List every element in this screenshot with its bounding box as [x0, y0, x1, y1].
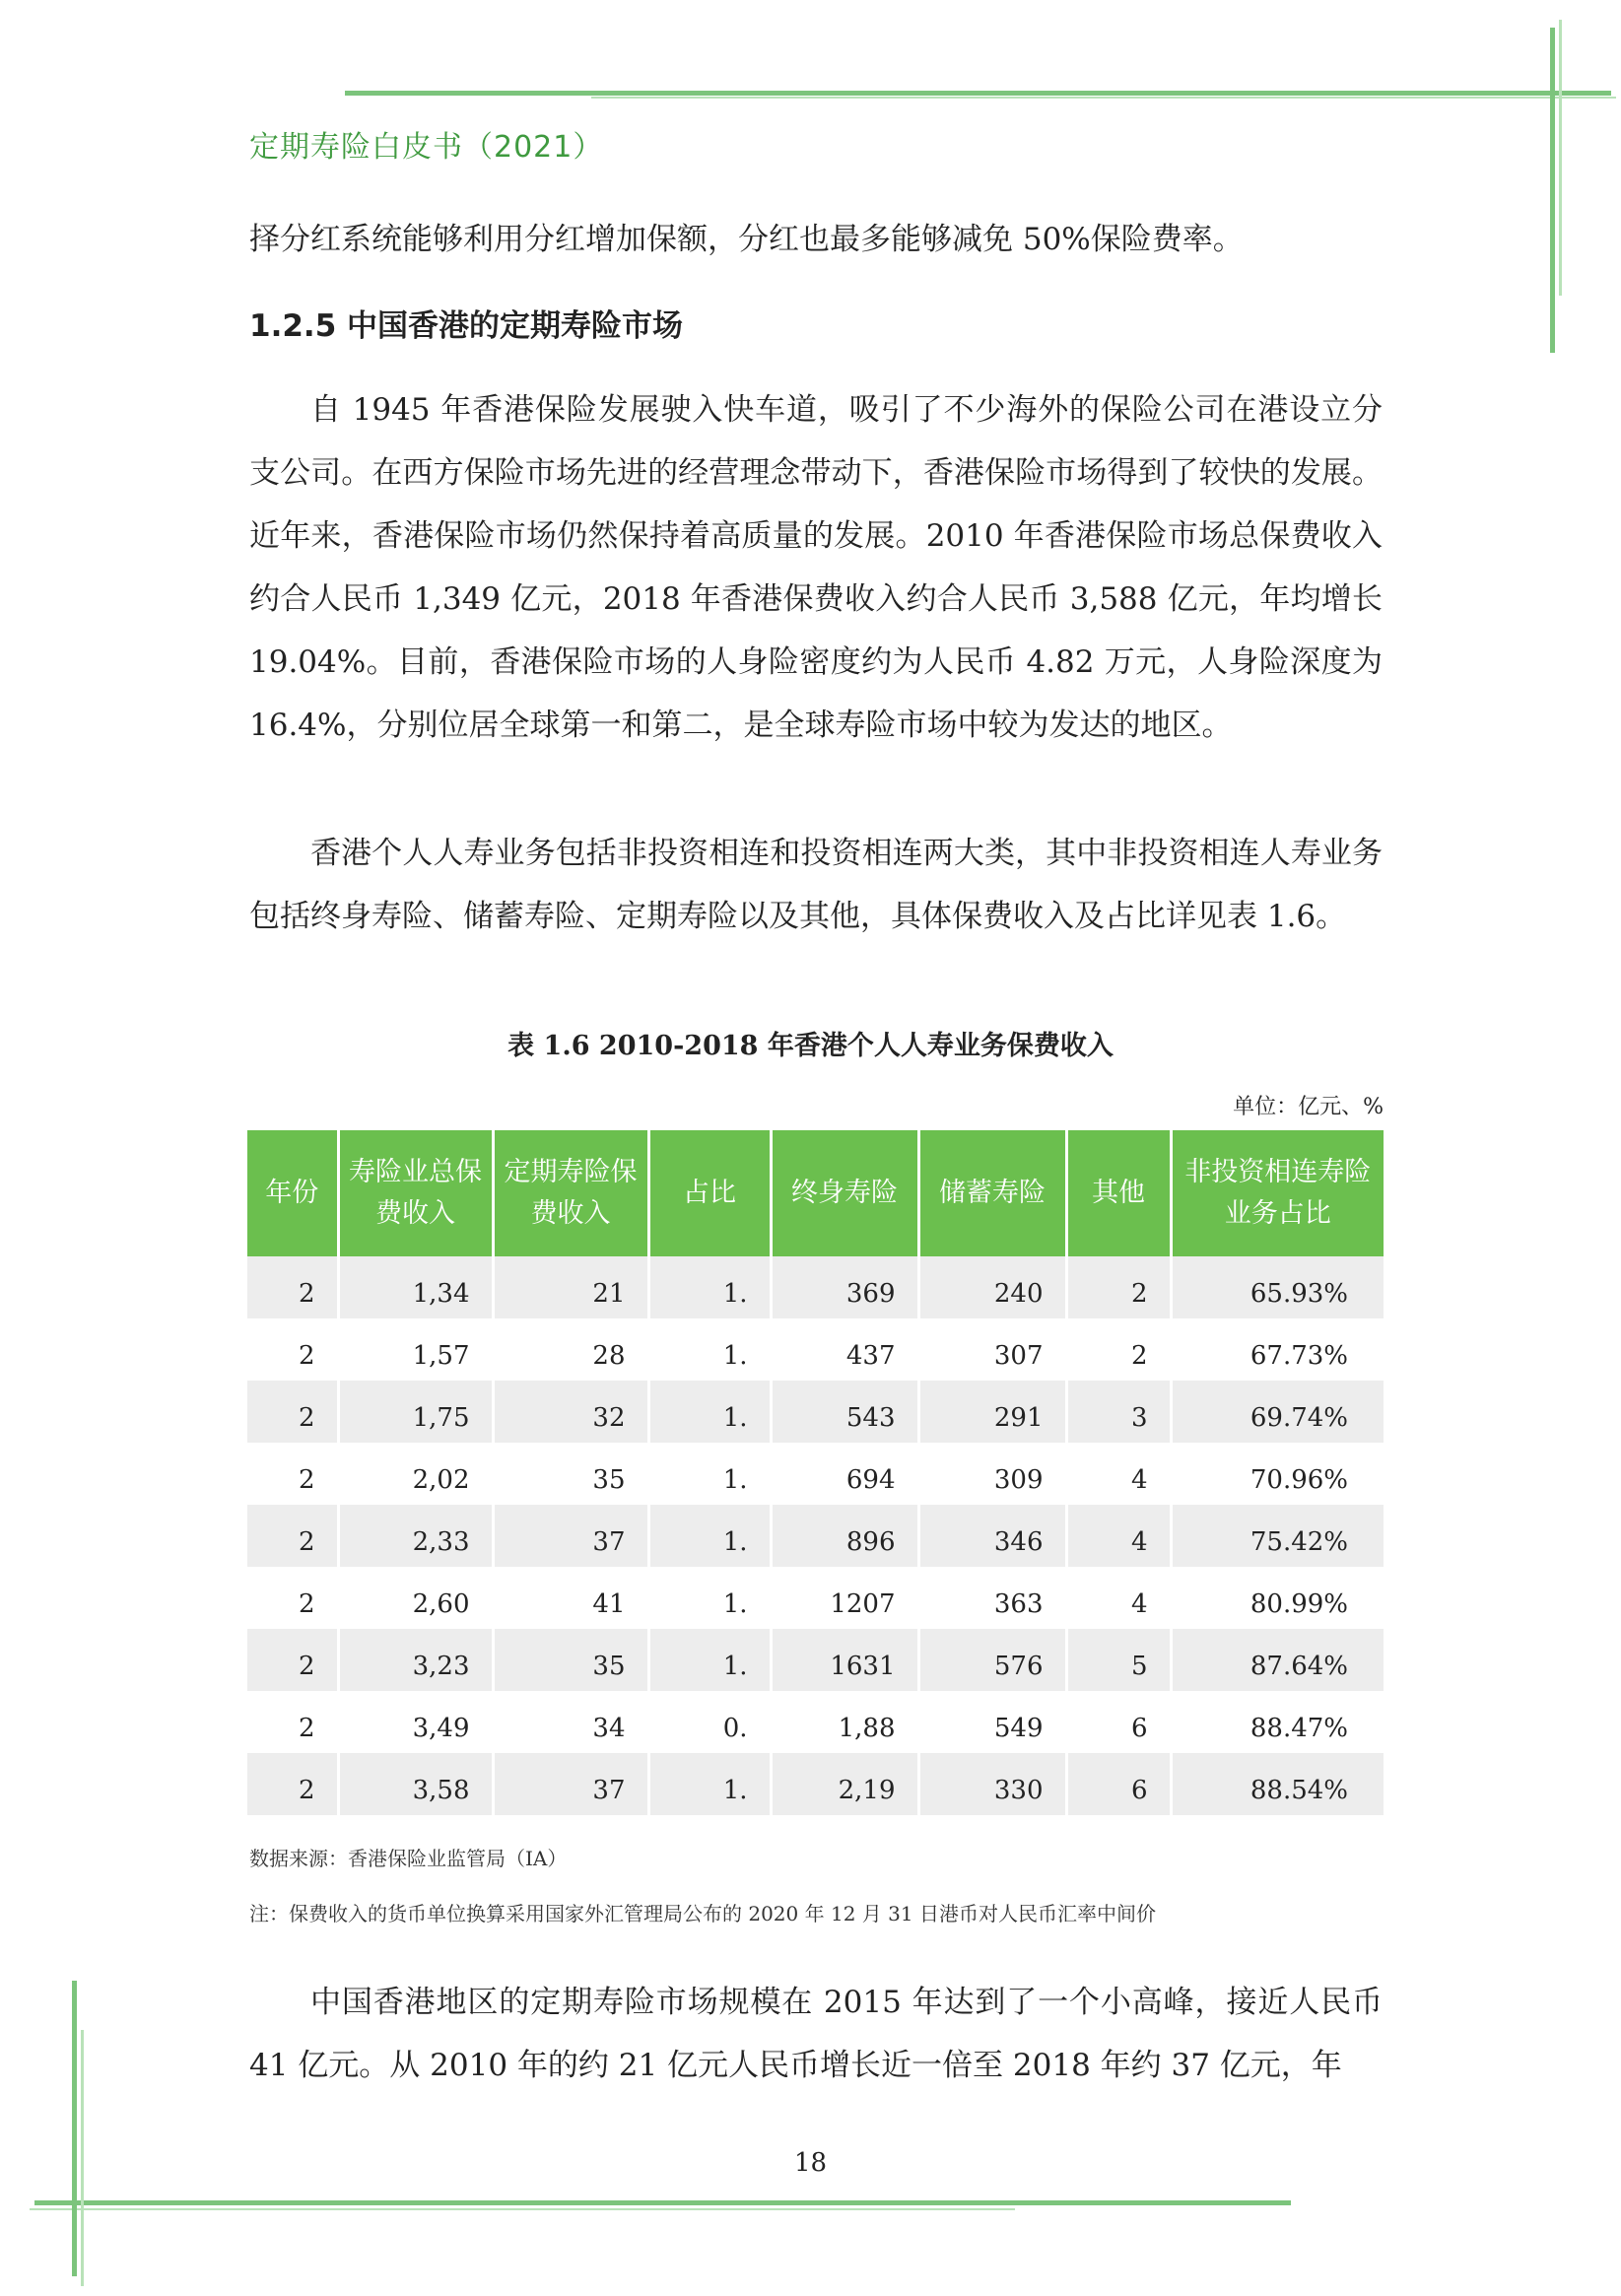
col-header-share: 占比	[648, 1130, 771, 1256]
table-row	[247, 1505, 1384, 1567]
body-paragraph-2: 香港个人人寿业务包括非投资相连和投资相连两大类，其中非投资相连人寿业务包括终身寿险、储蓄寿险、定期寿险以及其他，具体保费收入及占比详见表 1.6。	[249, 836, 1383, 934]
top-decor-line-soft	[591, 97, 1616, 99]
table-cell: 3,49	[338, 1691, 493, 1753]
table-cell: 0.	[648, 1691, 771, 1753]
table-cell: 3,23	[338, 1629, 493, 1691]
table-cell: 363	[918, 1567, 1066, 1629]
table-cell: 21	[493, 1256, 648, 1318]
section-heading: 1.2.5 中国香港的定期寿险市场	[249, 308, 684, 344]
table-cell: 1.	[648, 1753, 771, 1815]
right-decor-line	[1550, 28, 1555, 353]
table-unit-label: 单位：亿元、%	[1233, 1095, 1384, 1119]
table-cell: 75.42%	[1171, 1505, 1384, 1567]
table-cell: 28	[493, 1318, 648, 1381]
table-cell: 330	[918, 1753, 1066, 1815]
table-cell: 2	[1066, 1318, 1171, 1381]
table-cell: 2	[247, 1381, 338, 1443]
table-cell: 2,02	[338, 1443, 493, 1505]
table-cell: 291	[918, 1381, 1066, 1443]
table-cell: 6	[1066, 1691, 1171, 1753]
table-cell: 1,75	[338, 1381, 493, 1443]
table-cell: 1.	[648, 1256, 771, 1318]
body-paragraph-3: 中国香港地区的定期寿险市场规模在 2015 年达到了一个小高峰，接近人民币 41 亿元。从 2010 年的约 21 亿元人民币增长近一倍至 2018 年约 37 亿元，年	[249, 1985, 1383, 2083]
table-cell: 88.54%	[1171, 1753, 1384, 1815]
table-cell: 2	[247, 1691, 338, 1753]
table-cell: 2	[247, 1443, 338, 1505]
table-cell: 240	[918, 1256, 1066, 1318]
table-cell: 1,88	[771, 1691, 918, 1753]
table-cell: 307	[918, 1318, 1066, 1381]
col-header-other: 其他	[1066, 1130, 1171, 1256]
table-cell: 69.74%	[1171, 1381, 1384, 1443]
table-cell: 2,33	[338, 1505, 493, 1567]
table-cell: 3,58	[338, 1753, 493, 1815]
table-cell: 1.	[648, 1381, 771, 1443]
table-row	[247, 1443, 1384, 1505]
table-cell: 896	[771, 1505, 918, 1567]
table-cell: 1,34	[338, 1256, 493, 1318]
bottom-decor-line	[34, 2200, 1291, 2205]
table-cell: 67.73%	[1171, 1318, 1384, 1381]
table-cell: 2,19	[771, 1753, 918, 1815]
table-cell: 2	[247, 1629, 338, 1691]
col-header-savings: 储蓄寿险	[918, 1130, 1066, 1256]
col-header-non-linked-share: 非投资相连寿险业务占比	[1171, 1130, 1384, 1256]
table-cell: 1.	[648, 1443, 771, 1505]
table-cell: 34	[493, 1691, 648, 1753]
table-footnote: 注：保费收入的货币单位换算采用国家外汇管理局公布的 2020 年 12 月 31 日港币对人民币汇率中间价	[249, 1902, 1156, 1925]
table-cell: 2,60	[338, 1567, 493, 1629]
table-cell: 5	[1066, 1629, 1171, 1691]
top-decor-line	[345, 91, 1611, 96]
body-paragraph-1: 自 1945 年香港保险发展驶入快车道，吸引了不少海外的保险公司在港设立分支公司。在西方保险市场先进的经营理念带动下，香港保险市场得到了较快的发展。近年来，香港保险市场仍然保持着高质量的发展。2010 年香港保险市场总保费收入约合人民币 1,349 亿元，2018 年香港保费收入约合人民币 3,588 亿元，年均增长 19.04%。目前，香港保险市场的人身险密度约为人民币 4.82 万元，人身险深度为 16.4%，分别位居全球第一和第二，是全球寿险市场中较为发达的地区。	[249, 392, 1383, 743]
table-row	[247, 1381, 1384, 1443]
table-row	[247, 1256, 1384, 1318]
table-cell: 35	[493, 1629, 648, 1691]
table-cell: 309	[918, 1443, 1066, 1505]
page-number: 18	[793, 2148, 828, 2178]
table-cell: 694	[771, 1443, 918, 1505]
left-decor-line	[72, 1981, 77, 2276]
table-source-note: 数据来源：香港保险业监管局（IA）	[249, 1847, 568, 1870]
table-cell: 2	[1066, 1256, 1171, 1318]
table-cell: 37	[493, 1753, 648, 1815]
table-cell: 549	[918, 1691, 1066, 1753]
intro-paragraph: 择分红系统能够利用分红增加保额，分红也最多能够减免 50%保险费率。	[249, 222, 1244, 257]
table-cell: 2	[247, 1505, 338, 1567]
col-header-term-premium: 定期寿险保费收入	[493, 1130, 648, 1256]
table-cell: 1.	[648, 1567, 771, 1629]
table-row	[247, 1318, 1384, 1381]
col-header-total-premium: 寿险业总保费收入	[338, 1130, 493, 1256]
table-cell: 1.	[648, 1629, 771, 1691]
table-cell: 88.47%	[1171, 1691, 1384, 1753]
table-cell: 2	[247, 1567, 338, 1629]
table-cell: 1.	[648, 1318, 771, 1381]
table-cell: 32	[493, 1381, 648, 1443]
table-cell: 35	[493, 1443, 648, 1505]
table-cell: 2	[247, 1256, 338, 1318]
col-header-year: 年份	[247, 1130, 338, 1256]
table-cell: 4	[1066, 1567, 1171, 1629]
table-cell: 437	[771, 1318, 918, 1381]
table-cell: 37	[493, 1505, 648, 1567]
table-row	[247, 1753, 1384, 1815]
table-cell: 41	[493, 1567, 648, 1629]
table-cell: 6	[1066, 1753, 1171, 1815]
table-cell: 2	[247, 1753, 338, 1815]
table-cell: 1,57	[338, 1318, 493, 1381]
table-cell: 80.99%	[1171, 1567, 1384, 1629]
bottom-decor-line-soft	[30, 2208, 1015, 2210]
table-title: 表 1.6 2010-2018 年香港个人人寿业务保费收入	[507, 1031, 1114, 1061]
table-cell: 1.	[648, 1505, 771, 1567]
table-cell: 543	[771, 1381, 918, 1443]
running-header-title: 定期寿险白皮书（2021）	[249, 130, 604, 165]
table-cell: 70.96%	[1171, 1443, 1384, 1505]
table-cell: 65.93%	[1171, 1256, 1384, 1318]
table-cell: 3	[1066, 1381, 1171, 1443]
table-cell: 2	[247, 1318, 338, 1381]
table-row	[247, 1567, 1384, 1629]
table-cell: 4	[1066, 1443, 1171, 1505]
table-cell: 346	[918, 1505, 1066, 1567]
table-row	[247, 1629, 1384, 1691]
table-cell: 1207	[771, 1567, 918, 1629]
table-row	[247, 1691, 1384, 1753]
table-cell: 4	[1066, 1505, 1171, 1567]
table-header-row	[247, 1130, 1384, 1256]
table-cell: 1631	[771, 1629, 918, 1691]
premium-income-table	[247, 1130, 1384, 1815]
table-cell: 369	[771, 1256, 918, 1318]
col-header-whole-life: 终身寿险	[771, 1130, 918, 1256]
table-cell: 576	[918, 1629, 1066, 1691]
table-cell: 87.64%	[1171, 1629, 1384, 1691]
right-decor-line-soft	[1559, 20, 1562, 296]
